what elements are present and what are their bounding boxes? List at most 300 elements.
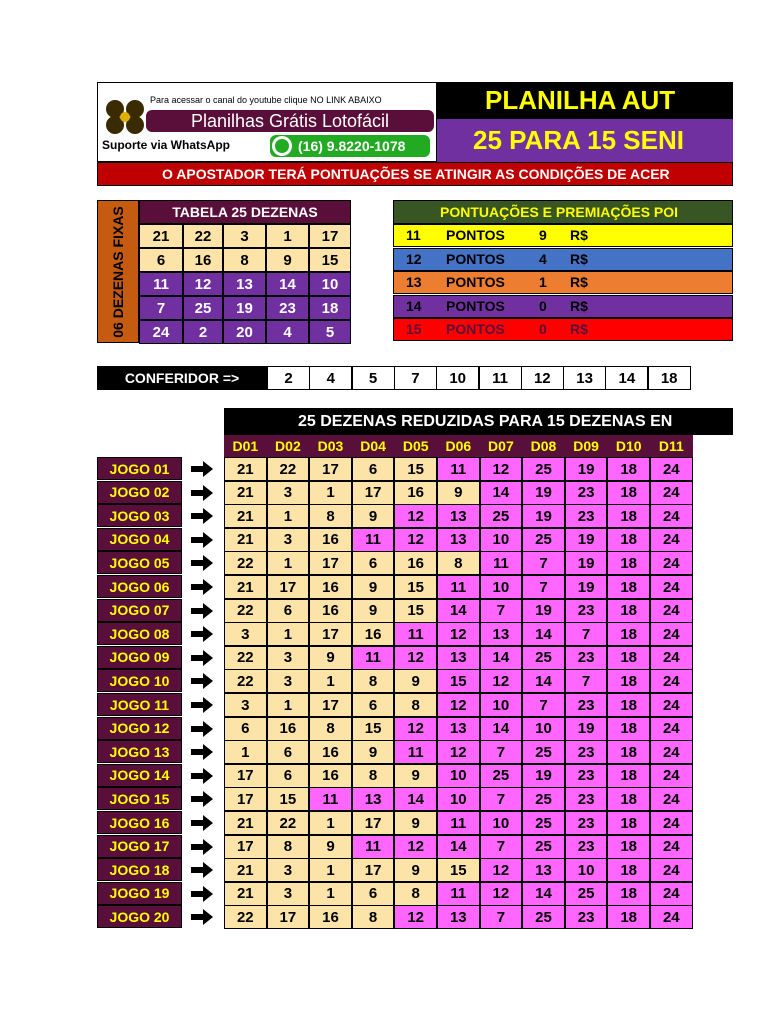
game-number-cell: 16 xyxy=(309,764,352,788)
game-number-cell: 13 xyxy=(437,646,480,670)
table-cell: 19 xyxy=(223,296,266,320)
column-header: D02 xyxy=(267,435,310,457)
game-number-cell: 15 xyxy=(352,717,395,741)
youtube-text[interactable]: Para acessar o canal do youtube clique NO LINK ABAIXO xyxy=(150,95,382,105)
game-number-cell: 3 xyxy=(267,481,310,505)
game-number-cell: 16 xyxy=(394,551,437,575)
game-number-cell: 1 xyxy=(309,858,352,882)
brand-name: Planilhas Grátis Lotofácil xyxy=(146,110,434,132)
hit-count: 0 xyxy=(539,297,547,314)
game-number-cell: 15 xyxy=(437,669,480,693)
clover-icon xyxy=(102,97,148,137)
game-number-cell: 22 xyxy=(224,551,267,575)
game-number-cell: 8 xyxy=(394,882,437,906)
game-number-cell: 11 xyxy=(480,551,523,575)
arrow-right-icon xyxy=(190,671,214,691)
checker-input[interactable]: 11 xyxy=(479,366,522,390)
game-number-cell: 23 xyxy=(565,504,608,528)
points-label: PONTOS xyxy=(446,227,505,243)
game-number-cell: 15 xyxy=(394,575,437,599)
column-header: D09 xyxy=(565,435,608,457)
table-cell: 24 xyxy=(139,320,183,344)
game-number-cell: 23 xyxy=(565,740,608,764)
game-number-cell: 7 xyxy=(522,575,565,599)
game-number-cell: 1 xyxy=(309,669,352,693)
game-number-cell: 16 xyxy=(309,575,352,599)
game-number-cell: 18 xyxy=(607,858,650,882)
checker-input[interactable]: 13 xyxy=(563,366,606,390)
page-title: PLANILHA AUT xyxy=(437,82,733,119)
game-number-cell: 8 xyxy=(352,905,395,929)
game-number-cell: 7 xyxy=(522,551,565,575)
game-number-cell: 18 xyxy=(607,551,650,575)
game-label: JOGO 10 xyxy=(97,669,182,692)
points-label: PONTOS xyxy=(446,321,505,338)
game-number-cell: 9 xyxy=(394,764,437,788)
logo-banner[interactable] xyxy=(97,82,437,162)
game-number-cell: 14 xyxy=(437,599,480,623)
checker-input[interactable]: 12 xyxy=(521,366,564,390)
game-number-cell: 24 xyxy=(650,504,693,528)
game-label: JOGO 02 xyxy=(97,481,182,504)
game-number-cell: 19 xyxy=(565,528,608,552)
column-header: D08 xyxy=(522,435,565,457)
game-number-cell: 1 xyxy=(267,622,310,646)
game-number-cell: 13 xyxy=(437,504,480,528)
table-cell: 18 xyxy=(309,296,351,320)
game-number-cell: 17 xyxy=(224,764,267,788)
game-number-cell: 24 xyxy=(650,575,693,599)
scoring-row xyxy=(393,248,733,271)
game-label: JOGO 14 xyxy=(97,764,182,787)
table-cell: 5 xyxy=(309,320,351,344)
game-number-cell: 10 xyxy=(480,693,523,717)
arrow-right-icon xyxy=(190,860,214,880)
game-number-cell: 14 xyxy=(480,646,523,670)
arrow-right-icon xyxy=(190,506,214,526)
game-number-cell: 23 xyxy=(565,599,608,623)
game-number-cell: 8 xyxy=(267,835,310,859)
game-label: JOGO 20 xyxy=(97,905,182,928)
game-number-cell: 15 xyxy=(394,457,437,481)
game-number-cell: 25 xyxy=(522,811,565,835)
game-number-cell: 13 xyxy=(437,717,480,741)
column-header: D03 xyxy=(309,435,352,457)
game-number-cell: 25 xyxy=(522,646,565,670)
game-number-cell: 6 xyxy=(267,599,310,623)
table-cell: 16 xyxy=(183,248,223,272)
game-number-cell: 17 xyxy=(267,905,310,929)
game-label: JOGO 04 xyxy=(97,528,182,551)
game-label: JOGO 11 xyxy=(97,693,182,716)
table-cell: 23 xyxy=(266,296,309,320)
game-label: JOGO 03 xyxy=(97,504,182,527)
table-cell: 22 xyxy=(183,224,223,248)
game-number-cell: 7 xyxy=(480,835,523,859)
game-number-cell: 14 xyxy=(522,669,565,693)
game-number-cell: 3 xyxy=(267,669,310,693)
game-number-cell: 22 xyxy=(224,646,267,670)
game-number-cell: 22 xyxy=(224,905,267,929)
checker-input[interactable]: 10 xyxy=(436,366,479,390)
game-number-cell: 19 xyxy=(522,599,565,623)
game-number-cell: 8 xyxy=(352,669,395,693)
game-number-cell: 19 xyxy=(565,551,608,575)
arrow-right-icon xyxy=(190,530,214,550)
game-number-cell: 11 xyxy=(437,575,480,599)
game-number-cell: 23 xyxy=(565,811,608,835)
game-number-cell: 12 xyxy=(437,622,480,646)
game-label: JOGO 05 xyxy=(97,551,182,574)
game-number-cell: 18 xyxy=(607,740,650,764)
game-number-cell: 12 xyxy=(394,835,437,859)
game-number-cell: 6 xyxy=(352,457,395,481)
table-cell: 17 xyxy=(309,224,351,248)
game-number-cell: 13 xyxy=(522,858,565,882)
game-number-cell: 25 xyxy=(480,764,523,788)
table-cell: 6 xyxy=(139,248,183,272)
game-number-cell: 17 xyxy=(309,693,352,717)
game-number-cell: 7 xyxy=(565,669,608,693)
game-number-cell: 25 xyxy=(522,835,565,859)
scoring-row xyxy=(393,224,733,247)
game-number-cell: 17 xyxy=(224,787,267,811)
table-cell: 9 xyxy=(266,248,309,272)
arrow-right-icon xyxy=(190,837,214,857)
column-header: D07 xyxy=(480,435,523,457)
game-number-cell: 7 xyxy=(480,740,523,764)
game-number-cell: 24 xyxy=(650,481,693,505)
whatsapp-button[interactable] xyxy=(270,135,430,157)
table-cell: 3 xyxy=(223,224,266,248)
currency-label: R$ xyxy=(570,321,588,338)
game-number-cell: 8 xyxy=(394,693,437,717)
game-label: JOGO 12 xyxy=(97,717,182,740)
game-number-cell: 21 xyxy=(224,858,267,882)
game-number-cell: 17 xyxy=(309,551,352,575)
points-value: 13 xyxy=(406,274,422,291)
arrow-right-icon xyxy=(190,553,214,573)
game-number-cell: 12 xyxy=(480,457,523,481)
game-number-cell: 1 xyxy=(309,882,352,906)
checker-input[interactable]: 5 xyxy=(352,366,395,390)
game-number-cell: 11 xyxy=(437,882,480,906)
game-label: JOGO 09 xyxy=(97,646,182,669)
game-label: JOGO 18 xyxy=(97,858,182,881)
game-number-cell: 11 xyxy=(309,787,352,811)
game-number-cell: 19 xyxy=(565,717,608,741)
game-number-cell: 21 xyxy=(224,528,267,552)
game-number-cell: 12 xyxy=(480,858,523,882)
game-number-cell: 3 xyxy=(267,646,310,670)
game-number-cell: 9 xyxy=(309,835,352,859)
game-number-cell: 21 xyxy=(224,481,267,505)
game-number-cell: 6 xyxy=(267,764,310,788)
checker-label: CONFERIDOR => xyxy=(97,366,267,390)
game-number-cell: 25 xyxy=(522,457,565,481)
game-number-cell: 24 xyxy=(650,622,693,646)
game-number-cell: 6 xyxy=(352,693,395,717)
game-number-cell: 24 xyxy=(650,693,693,717)
checker-input[interactable]: 14 xyxy=(605,366,648,390)
column-header: D01 xyxy=(224,435,267,457)
scoring-title: PONTUAÇÕES E PREMIAÇÕES POI xyxy=(393,200,733,224)
game-number-cell: 18 xyxy=(607,882,650,906)
game-number-cell: 16 xyxy=(352,622,395,646)
game-label: JOGO 08 xyxy=(97,622,182,645)
table-cell: 15 xyxy=(309,248,351,272)
arrow-right-icon xyxy=(190,766,214,786)
game-number-cell: 21 xyxy=(224,504,267,528)
game-number-cell: 16 xyxy=(394,481,437,505)
game-number-cell: 10 xyxy=(480,811,523,835)
game-number-cell: 16 xyxy=(267,717,310,741)
game-number-cell: 9 xyxy=(437,481,480,505)
arrow-right-icon xyxy=(190,483,214,503)
game-label: JOGO 19 xyxy=(97,882,182,905)
game-number-cell: 12 xyxy=(437,740,480,764)
game-number-cell: 6 xyxy=(224,717,267,741)
game-number-cell: 12 xyxy=(394,528,437,552)
game-number-cell: 7 xyxy=(480,599,523,623)
game-number-cell: 3 xyxy=(224,693,267,717)
game-number-cell: 18 xyxy=(607,811,650,835)
whatsapp-icon xyxy=(272,136,292,156)
game-number-cell: 8 xyxy=(309,717,352,741)
fixed-numbers-label: 06 DEZENAS FIXAS xyxy=(97,200,139,343)
game-number-cell: 21 xyxy=(224,575,267,599)
game-number-cell: 10 xyxy=(565,858,608,882)
game-number-cell: 13 xyxy=(480,622,523,646)
table-25-title: TABELA 25 DEZENAS xyxy=(139,200,351,224)
game-number-cell: 10 xyxy=(522,717,565,741)
table-cell: 4 xyxy=(266,320,309,344)
game-number-cell: 10 xyxy=(480,575,523,599)
game-label: JOGO 13 xyxy=(97,740,182,763)
game-number-cell: 7 xyxy=(565,622,608,646)
game-number-cell: 21 xyxy=(224,811,267,835)
game-number-cell: 21 xyxy=(224,882,267,906)
arrow-right-icon xyxy=(190,907,214,927)
game-number-cell: 24 xyxy=(650,551,693,575)
game-number-cell: 12 xyxy=(480,669,523,693)
table-cell: 11 xyxy=(139,272,183,296)
column-header: D06 xyxy=(437,435,480,457)
game-number-cell: 6 xyxy=(352,882,395,906)
game-number-cell: 1 xyxy=(267,504,310,528)
game-number-cell: 25 xyxy=(480,504,523,528)
game-number-cell: 14 xyxy=(480,481,523,505)
game-label: JOGO 06 xyxy=(97,575,182,598)
game-number-cell: 8 xyxy=(309,504,352,528)
game-number-cell: 12 xyxy=(394,717,437,741)
scoring-row xyxy=(393,295,733,318)
column-header: D05 xyxy=(394,435,437,457)
game-number-cell: 22 xyxy=(267,457,310,481)
support-text: Suporte via WhatsApp xyxy=(102,138,231,152)
game-number-cell: 19 xyxy=(565,457,608,481)
table-cell: 7 xyxy=(139,296,183,320)
game-number-cell: 11 xyxy=(352,528,395,552)
game-number-cell: 10 xyxy=(437,764,480,788)
notice-bar: O APOSTADOR TERÁ PONTUAÇÕES SE ATINGIR AS CONDIÇÕES DE ACER xyxy=(97,162,733,186)
table-cell: 21 xyxy=(139,224,183,248)
game-number-cell: 18 xyxy=(607,481,650,505)
game-number-cell: 6 xyxy=(352,551,395,575)
table-cell: 20 xyxy=(223,320,266,344)
arrow-right-icon xyxy=(190,719,214,739)
hit-count: 9 xyxy=(539,227,547,243)
game-number-cell: 11 xyxy=(352,646,395,670)
game-number-cell: 25 xyxy=(522,787,565,811)
game-number-cell: 17 xyxy=(309,622,352,646)
game-number-cell: 16 xyxy=(309,528,352,552)
table-cell: 14 xyxy=(266,272,309,296)
checker-input[interactable]: 4 xyxy=(309,366,352,390)
game-number-cell: 17 xyxy=(352,858,395,882)
game-number-cell: 18 xyxy=(607,787,650,811)
game-number-cell: 12 xyxy=(394,504,437,528)
scoring-row xyxy=(393,271,733,294)
game-label: JOGO 07 xyxy=(97,599,182,622)
game-number-cell: 6 xyxy=(267,740,310,764)
game-number-cell: 22 xyxy=(224,669,267,693)
points-value: 12 xyxy=(406,250,422,267)
game-number-cell: 18 xyxy=(607,717,650,741)
game-number-cell: 9 xyxy=(352,740,395,764)
game-number-cell: 10 xyxy=(480,528,523,552)
game-number-cell: 8 xyxy=(437,551,480,575)
game-number-cell: 24 xyxy=(650,646,693,670)
hit-count: 1 xyxy=(539,274,547,291)
game-number-cell: 12 xyxy=(480,882,523,906)
game-number-cell: 1 xyxy=(309,811,352,835)
game-number-cell: 23 xyxy=(565,905,608,929)
table-cell: 12 xyxy=(183,272,223,296)
game-number-cell: 24 xyxy=(650,835,693,859)
game-number-cell: 8 xyxy=(352,764,395,788)
checker-input[interactable]: 18 xyxy=(648,366,691,390)
game-number-cell: 3 xyxy=(224,622,267,646)
table-cell: 25 xyxy=(183,296,223,320)
game-label: JOGO 16 xyxy=(97,811,182,834)
game-number-cell: 24 xyxy=(650,787,693,811)
game-number-cell: 16 xyxy=(309,740,352,764)
game-number-cell: 17 xyxy=(352,811,395,835)
game-number-cell: 18 xyxy=(607,599,650,623)
game-number-cell: 23 xyxy=(565,835,608,859)
hit-count: 0 xyxy=(539,321,547,338)
game-number-cell: 23 xyxy=(565,787,608,811)
currency-label: R$ xyxy=(570,297,588,314)
game-number-cell: 17 xyxy=(267,575,310,599)
game-number-cell: 10 xyxy=(437,787,480,811)
game-number-cell: 15 xyxy=(394,599,437,623)
arrow-right-icon xyxy=(190,742,214,762)
game-number-cell: 1 xyxy=(224,740,267,764)
game-number-cell: 14 xyxy=(522,622,565,646)
game-number-cell: 1 xyxy=(309,481,352,505)
game-number-cell: 9 xyxy=(352,504,395,528)
points-value: 11 xyxy=(406,227,421,243)
game-number-cell: 18 xyxy=(607,504,650,528)
game-number-cell: 18 xyxy=(607,528,650,552)
game-number-cell: 11 xyxy=(352,835,395,859)
game-number-cell: 9 xyxy=(394,669,437,693)
arrow-right-icon xyxy=(190,648,214,668)
arrow-right-icon xyxy=(190,695,214,715)
game-number-cell: 23 xyxy=(565,646,608,670)
game-number-cell: 7 xyxy=(480,905,523,929)
game-number-cell: 11 xyxy=(437,457,480,481)
checker-input[interactable]: 2 xyxy=(267,366,310,390)
game-number-cell: 9 xyxy=(394,811,437,835)
checker-input[interactable]: 7 xyxy=(394,366,437,390)
page-subtitle: 25 PARA 15 SENI xyxy=(437,119,733,162)
game-number-cell: 18 xyxy=(607,575,650,599)
game-number-cell: 18 xyxy=(607,622,650,646)
game-number-cell: 18 xyxy=(607,457,650,481)
game-number-cell: 18 xyxy=(607,646,650,670)
game-number-cell: 12 xyxy=(394,646,437,670)
game-number-cell: 17 xyxy=(309,457,352,481)
game-number-cell: 13 xyxy=(352,787,395,811)
currency-label: R$ xyxy=(570,250,588,267)
table-cell: 2 xyxy=(183,320,223,344)
game-number-cell: 19 xyxy=(522,764,565,788)
game-number-cell: 23 xyxy=(565,693,608,717)
points-label: PONTOS xyxy=(446,297,505,314)
game-number-cell: 25 xyxy=(565,882,608,906)
points-value: 15 xyxy=(406,321,422,338)
arrow-right-icon xyxy=(190,624,214,644)
game-number-cell: 11 xyxy=(437,811,480,835)
points-label: PONTOS xyxy=(446,250,505,267)
game-number-cell: 23 xyxy=(565,481,608,505)
table-cell: 1 xyxy=(266,224,309,248)
arrow-right-icon xyxy=(190,577,214,597)
phone-number: (16) 9.8220-1078 xyxy=(298,138,406,154)
game-number-cell: 13 xyxy=(437,905,480,929)
game-number-cell: 23 xyxy=(565,764,608,788)
currency-label: R$ xyxy=(570,227,588,243)
game-number-cell: 24 xyxy=(650,528,693,552)
arrow-right-icon xyxy=(190,789,214,809)
game-number-cell: 18 xyxy=(607,905,650,929)
table-cell: 10 xyxy=(309,272,351,296)
game-number-cell: 14 xyxy=(480,717,523,741)
game-label: JOGO 17 xyxy=(97,835,182,858)
game-number-cell: 9 xyxy=(309,646,352,670)
game-number-cell: 7 xyxy=(480,787,523,811)
game-number-cell: 24 xyxy=(650,717,693,741)
table-cell: 8 xyxy=(223,248,266,272)
game-number-cell: 22 xyxy=(224,599,267,623)
game-label: JOGO 01 xyxy=(97,457,182,480)
game-number-cell: 1 xyxy=(267,693,310,717)
arrow-right-icon xyxy=(190,601,214,621)
game-number-cell: 3 xyxy=(267,882,310,906)
game-number-cell: 9 xyxy=(352,599,395,623)
game-number-cell: 9 xyxy=(394,858,437,882)
game-number-cell: 18 xyxy=(607,835,650,859)
game-number-cell: 14 xyxy=(522,882,565,906)
game-number-cell: 16 xyxy=(309,599,352,623)
arrow-right-icon xyxy=(190,884,214,904)
game-number-cell: 24 xyxy=(650,764,693,788)
game-number-cell: 16 xyxy=(309,905,352,929)
column-header: D10 xyxy=(607,435,650,457)
